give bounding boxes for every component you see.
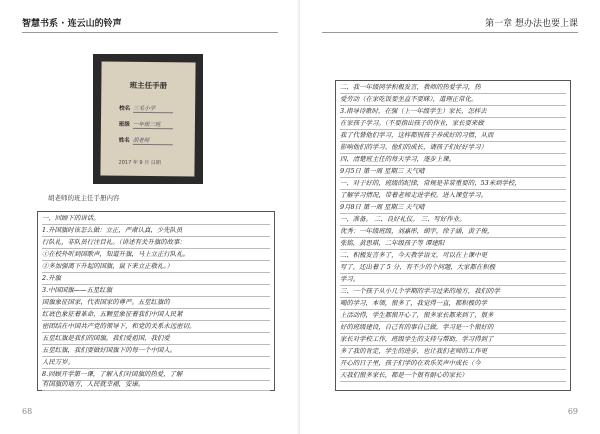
sheet-line: 张铭，黄思琪，二年级孩子等 谭建阳 [340,237,566,250]
page-number-left: 68 [22,407,33,416]
sheet-line: 五星红旗是我们的国旗，我们爱祖国，我们爱 [42,332,270,345]
sheet-line: 开心的日子里，孩子们学的在欢乐笑声中成长（今 [340,357,566,370]
sheet-line: 家长对学校工作，班级学生的支持与帮助，学习得到了 [340,333,566,346]
handwritten-sheet-right [335,80,571,391]
sheet-line: 一、回顾下的讲话。 [42,212,270,225]
sheet-line: ②多加强离下升起的国旗，鼠下来立正敬礼。） [42,260,270,273]
page-number-right: 69 [567,407,578,416]
sheet-line: 四、清楚班主任的每天学习，逐步上课。 [340,153,566,166]
sheet-line: 优秀：一年级班级，刘嘉彤，胡宇，徐子涵，黄子俊， [340,225,566,238]
sheet-line: 3.指导诗歌时，在强（上一年级学生）家长，怎样去 [340,105,566,118]
sheet-line: 写了，还出着了 5 分，有不少的个问题，大家都在积极 [340,261,566,274]
sheet-line: 密团结在中国共产党的领导下，和党的关系永远密切。 [42,320,270,333]
sheet-line: 了解学习情况，带着老师走进学校，进入课堂学习。 [340,189,566,202]
sheet-line: 天我们很多家长，都是一个很有耐心的家长） [340,369,566,382]
handbook-cover [100,62,195,177]
sheet-line: 影响他们的学习、他们的成长，请孩子们好好学习） [340,141,566,154]
handbook-footer: 2017 年 9 月 日期 [118,159,161,167]
sheet-line: 1.升国旗时该怎么做：立正，严肃认真，少先队员 [42,224,270,237]
header-rule-right [322,32,578,33]
handwritten-sheet-left [37,211,275,391]
sheet-line: 学习。 [340,273,566,286]
sheet-line: 二、积极发言多了，今天教学语文，可以在上课中更 [340,249,566,262]
sheet-line: 人民万岁。 [42,356,270,369]
handbook-field-school: 校名 三毛小学 [119,104,173,114]
sheet-line: 有国旗的地方，人民就幸福，安康。 [42,378,270,391]
chapter-title: 第一章 想办法也要上课 [485,19,578,29]
sheet-line: 一、对于好的，班级的纪律，常规是非常重要的，53米到学校， [340,177,566,190]
sheet-line: 在家孩子学习。（不要指出孩子的作业，家长要来做 [340,117,566,130]
book-series-title: 智慧书系 · 连云山的铃声 [22,19,122,29]
photo-caption: 胡老师的班主任手册内容 [48,194,120,202]
sheet-line: 9月5日 第一周 星期三 天气晴 [340,165,566,178]
sheet-line: 二、我一年级同学积极发言，教师的热爱学习，热 [340,81,566,94]
sheet-line: 3.中国国旗——五星红旗 [42,284,270,297]
sheet-line: 8.回顾开学第一课，了解入们对国旗的热爱，了解 [42,368,270,381]
sheet-line: 上活动得，学生都很开心了，很多家长都来到了，很多 [340,309,566,322]
sheet-line: 我了代替他们学习，这样都别孩子养成好的习惯，从而 [340,129,566,142]
sheet-line: 一、准备。 二、良好礼仪。 三、写好作业。 [340,213,566,226]
sheet-line: 9月8日 第一周 星期三 天气晴 [340,201,566,214]
sheet-line: 2.升旗 [42,272,270,285]
sheet-line: 喝的学习，本领，很多了，我觉得一直，都积极的学 [340,297,566,310]
handbook-photo [93,54,203,184]
sheet-line: 好的班级建设，自己有的事自己做，学习是一个很好的 [340,321,566,334]
header-rule-left [22,32,278,33]
sheet-line: 红底色象征着革命，五颗星象征着我们中国人民紧 [42,308,270,321]
sheet-line: 三、一个孩子从小几个学期的学习过来的地方，我们的学 [340,285,566,298]
sheet-line: ①在校外听到国歌声，知道升旗，马上立正行队礼。 [42,248,270,261]
sheet-line: 多了我的肯定，学生的进步，也让我们老师的工作更 [340,345,566,358]
sheet-line: 爱劳动（在家吃饭要坐直不要眯），道理正常化。 [340,93,566,106]
handbook-title: 班主任手册 [129,80,168,91]
sheet-line: 国旗象征国家，代表国家的尊严。五星红旗的 [42,296,270,309]
handbook-field-class: 班级 一年级三班 [119,120,173,130]
sheet-line: 五星红旗，我们要做好国旗下的每一个中国人。 [42,344,270,357]
sheet-line: 行队礼，非队员行注目礼。（讲述有关升旗的故事： [42,236,270,249]
handbook-field-name: 姓名 胡老师 [119,136,173,146]
